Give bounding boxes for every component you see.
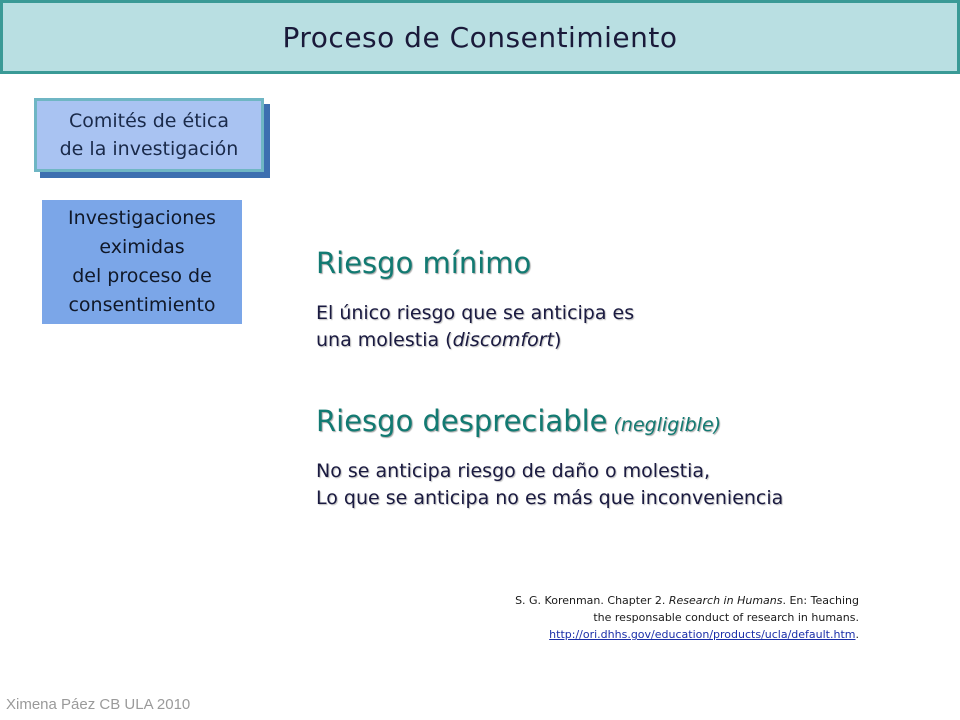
- reference-italic: Research in Humans: [668, 594, 783, 607]
- exempt-line-2: eximidas: [99, 236, 185, 258]
- negligible-risk-text: [316, 458, 783, 512]
- minimal-risk-line-2-italic: discomfort: [452, 329, 554, 351]
- minimal-risk-heading: Riesgo mínimo: [316, 246, 532, 280]
- negligible-risk-heading-note: (negligible): [613, 414, 722, 436]
- exempt-line-1: Investigaciones: [68, 207, 216, 229]
- reference-suffix: .: [855, 628, 859, 641]
- reference-line-1: [459, 592, 859, 609]
- page-title: Proceso de Consentimiento: [282, 20, 678, 54]
- committee-box: [34, 98, 264, 172]
- reference: [459, 592, 859, 643]
- committee-line-2: de la investigación: [59, 138, 239, 160]
- reference-middle: . En: Teaching: [782, 594, 859, 607]
- negligible-risk-heading: [316, 404, 721, 438]
- exempt-line-4: consentimiento: [68, 294, 216, 316]
- negligible-risk-line-1: No se anticipa riesgo de daño o molestia,: [316, 460, 711, 482]
- minimal-risk-line-2-suffix: ): [554, 329, 562, 351]
- negligible-risk-heading-text: Riesgo despreciable: [316, 404, 608, 438]
- exempt-line-3: del proceso de: [72, 265, 212, 287]
- reference-line-3: [459, 626, 859, 643]
- reference-line-2: the responsable conduct of research in humans.: [593, 611, 859, 624]
- minimal-risk-line-2: [316, 327, 634, 354]
- committee-line-1: Comités de ética: [68, 110, 230, 132]
- title-bar: [0, 0, 960, 74]
- footer-credit: Ximena Páez CB ULA 2010: [6, 696, 191, 713]
- reference-prefix: S. G. Korenman. Chapter 2.: [515, 594, 669, 607]
- reference-link[interactable]: http://ori.dhhs.gov/education/products/ucla/default.htm: [549, 628, 856, 641]
- minimal-risk-line-1: El único riesgo que se anticipa es: [316, 302, 635, 324]
- negligible-risk-line-2: Lo que se anticipa no es más que inconveniencia: [316, 487, 784, 509]
- exempt-box: [42, 200, 242, 324]
- minimal-risk-line-2-prefix: una molestia (: [316, 329, 453, 351]
- minimal-risk-text: [316, 300, 634, 354]
